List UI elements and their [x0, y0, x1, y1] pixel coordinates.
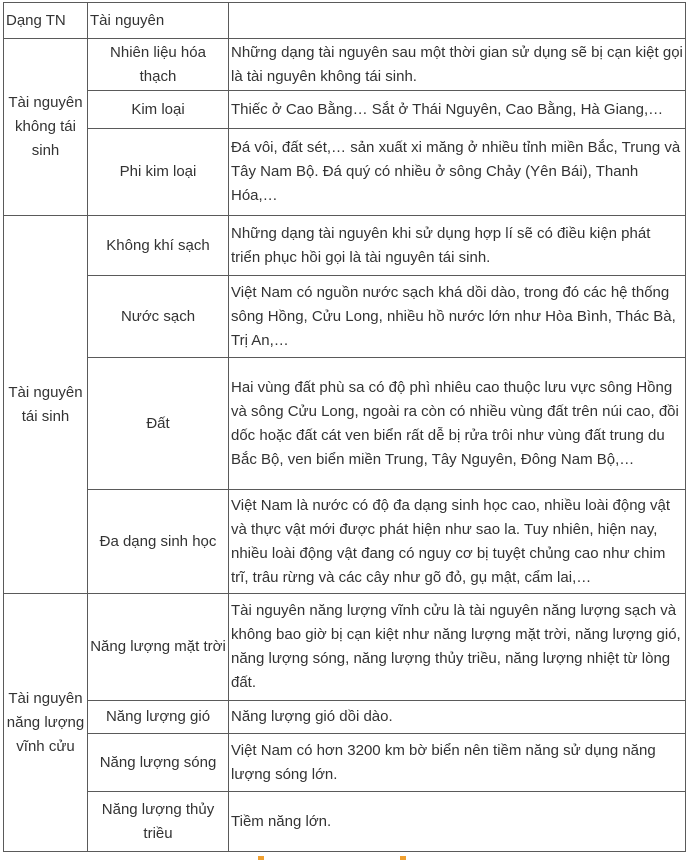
resource-name: Năng lượng thủy triều — [88, 792, 229, 852]
resource-desc: Hai vùng đất phù sa có độ phì nhiêu cao thuộc lưu vực sông Hồng và sông Cửu Long, ngoài ra còn có nhiều vùng đất trên núi cao, đồi dốc hoặc đất cát ven biển rất dễ bị rửa trôi như vùng đất trung du Bắc Bộ, ven biển miền Trung, Tây Nguyên, Đông Nam Bộ,… — [229, 358, 686, 490]
resource-table — [3, 2, 686, 852]
resource-desc: Thiếc ở Cao Bằng… Sắt ở Thái Nguyên, Cao Bằng, Hà Giang,… — [229, 91, 686, 129]
group-renewable: Tài nguyên tái sinh — [4, 216, 88, 594]
resource-desc: Việt Nam có hơn 3200 km bờ biển nên tiềm năng sử dụng năng lượng sóng lớn. — [229, 734, 686, 792]
resource-desc: Tài nguyên năng lượng vĩnh cửu là tài nguyên năng lượng sạch và không bao giờ bị cạn kiệt như năng lượng mặt trời, năng lượng gió, năng lượng sóng, năng lượng thủy triều, năng lượng nhiệt từ lòng đất. — [229, 594, 686, 701]
header-description — [229, 3, 686, 39]
table-row — [4, 701, 686, 734]
resource-name: Kim loại — [88, 91, 229, 129]
resource-desc: Những dạng tài nguyên khi sử dụng hợp lí sẽ có điều kiện phát triển phục hồi gọi là tài nguyên tái sinh. — [229, 216, 686, 276]
resource-name: Năng lượng mặt trời — [88, 594, 229, 701]
resource-name: Nước sạch — [88, 276, 229, 358]
table-header-row — [4, 3, 686, 39]
table-row — [4, 792, 686, 852]
resource-name: Đa dạng sinh học — [88, 490, 229, 594]
resource-desc: Việt Nam là nước có độ đa dạng sinh học cao, nhiều loài động vật và thực vật mới được phát hiện như sao la. Tuy nhiên, hiện nay, nhiều loài động vật đang có nguy cơ bị tuyệt chủng cao như chim trĩ, trâu rừng và các cây như gõ đỏ, gụ mật, cẩm lai,… — [229, 490, 686, 594]
table-row — [4, 358, 686, 490]
resource-desc: Năng lượng gió dồi dào. — [229, 701, 686, 734]
table-row — [4, 734, 686, 792]
table-row — [4, 129, 686, 216]
group-perpetual: Tài nguyên năng lượng vĩnh cửu — [4, 594, 88, 852]
table-row — [4, 490, 686, 594]
resource-desc: Những dạng tài nguyên sau một thời gian sử dụng sẽ bị cạn kiệt gọi là tài nguyên không tái sinh. — [229, 39, 686, 91]
resource-name: Phi kim loại — [88, 129, 229, 216]
resource-name: Năng lượng gió — [88, 701, 229, 734]
group-non-renewable: Tài nguyên không tái sinh — [4, 39, 88, 216]
table-row — [4, 216, 686, 276]
resource-name: Năng lượng sóng — [88, 734, 229, 792]
table-row — [4, 276, 686, 358]
table-row — [4, 39, 686, 91]
header-type: Dạng TN — [4, 3, 88, 39]
resource-name: Nhiên liệu hóa thạch — [88, 39, 229, 91]
header-resource: Tài nguyên — [88, 3, 229, 39]
resource-desc: Việt Nam có nguồn nước sạch khá dồi dào, trong đó các hệ thống sông Hồng, Cửu Long, nhiều hồ nước lớn như Hòa Bình, Thác Bà, Trị An,… — [229, 276, 686, 358]
resource-desc: Tiềm năng lớn. — [229, 792, 686, 852]
page-footer-accent — [250, 856, 410, 860]
table-row — [4, 594, 686, 701]
resource-desc: Đá vôi, đất sét,… sản xuất xi măng ở nhiều tỉnh miền Bắc, Trung và Tây Nam Bộ. Đá quý có nhiều ở sông Chảy (Yên Bái), Thanh Hóa,… — [229, 129, 686, 216]
resource-name: Không khí sạch — [88, 216, 229, 276]
resource-name: Đất — [88, 358, 229, 490]
table-row — [4, 91, 686, 129]
